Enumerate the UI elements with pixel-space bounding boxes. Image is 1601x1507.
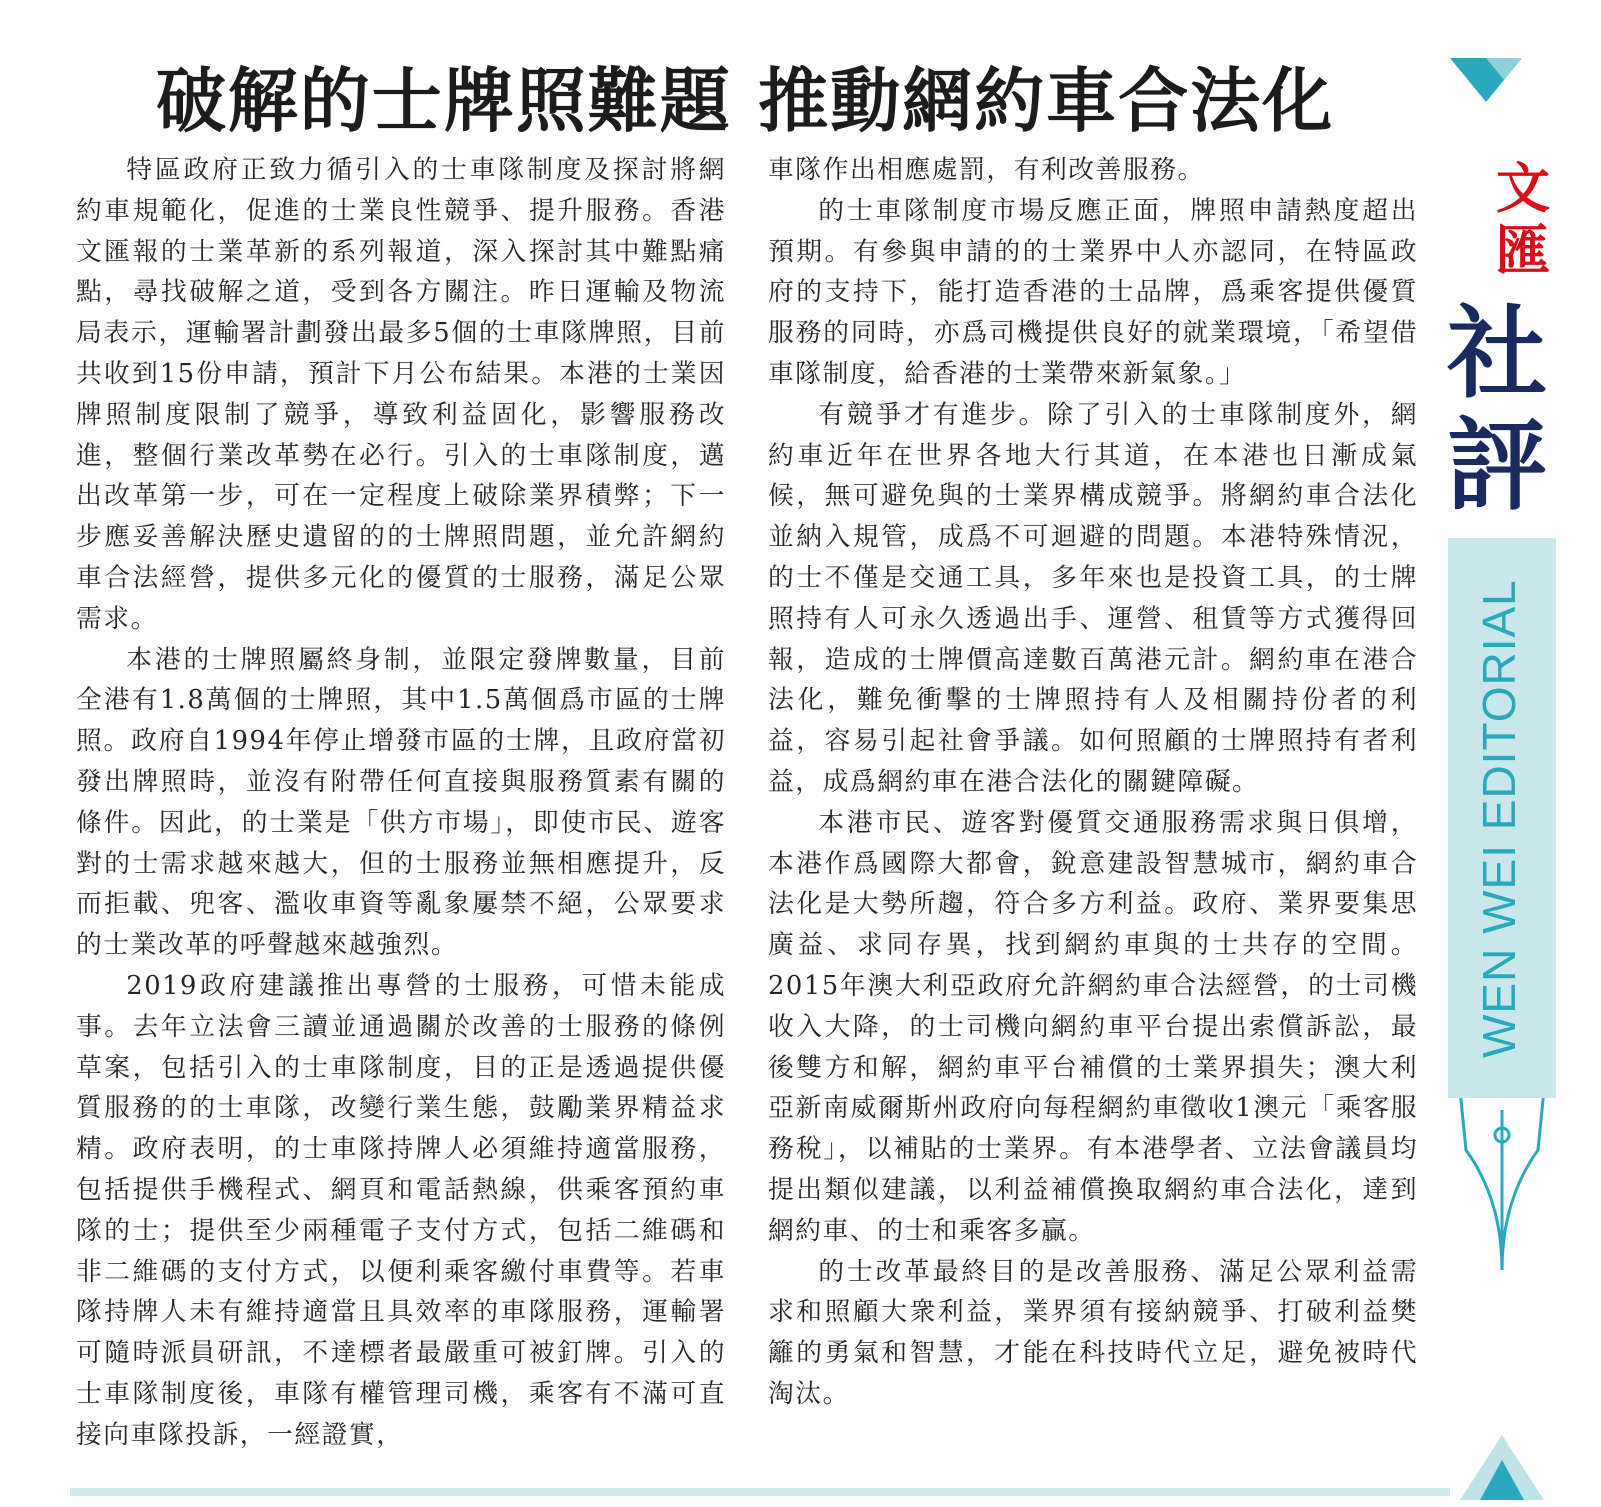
section-char: 評 [1447, 407, 1547, 524]
paragraph: 2019政府建議推出專營的士服務，可惜未能成事。去年立法會三讀並通過關於改善的士服務的條例草案，包括引入的士車隊制度，目的正是透過提供優質服務的的士車隊，改變行業生態，鼓勵業界精益求精。政府表明，的士車隊持牌人必須維持適當服務，包括提供手機程式、網頁和電話熱線，供乘客預約車隊的士；提供至少兩種電子支付方式，包括二維碼和非二維碼的支付方式，以便利乘客繳付車費等。若車隊持牌人未有維持適當且具效率的車隊服務，運輸署可隨時派員研訊，不達標者最嚴重可被釘牌。引入的士車隊制度後，車隊有權管理司機，乘客有不滿可直接向車隊投訴，一經證實， [76, 970, 726, 1450]
section-char: 社 [1447, 295, 1547, 412]
editorial-ribbon [1448, 538, 1556, 1098]
bottom-divider [70, 1488, 1450, 1496]
paragraph: 的士改革最終目的是改善服務、滿足公眾利益需求和照顧大衆利益，業界須有接納競爭、打破利益樊籬的勇氣和智慧，才能在科技時代立足，避免被時代淘汰。 [768, 1256, 1418, 1409]
brand-char: 匯 [1496, 219, 1550, 282]
brand-logo [1488, 158, 1558, 282]
section-title [1442, 295, 1552, 524]
editorial-masthead [1440, 40, 1600, 1507]
paragraph: 特區政府正致力循引入的士車隊制度及探討將網約車規範化，促進的士業良性競爭、提升服務。香港文匯報的士業革新的系列報道，深入探討其中難點痛點，尋找破解之道，受到各方關注。昨日運輸及物流局表示，運輸署計劃發出最多5個的士車隊牌照，目前共收到15份申請，預計下月公布結果。本港的士業因牌照制度限制了競爭，導致利益固化，影響服務改進，整個行業改革勢在必行。引入的士車隊制度，邁出改革第一步，可在一定程度上破除業界積弊；下一步應妥善解決歷史遺留的的士牌照問題，並允許網約車合法經營，提供多元化的優質的士服務，滿足公眾需求。 [76, 155, 726, 634]
brand-char: 文 [1496, 157, 1550, 220]
paragraph: 的士車隊制度市場反應正面，牌照申請熱度超出預期。有參與申請的的士業界中人亦認同，在特區政府的支持下，能打造香港的士品牌，爲乘客提供優質服務的同時，亦爲司機提供良好的就業環境，「希望借車隊制度，給香港的士業帶來新氣象。」 [768, 195, 1418, 389]
left-column [76, 150, 726, 1456]
paragraph: 本港的士牌照屬終身制，並限定發牌數量，目前全港有1.8萬個的士牌照，其中1.5萬個爲市區的士牌照。政府自1994年停止增發市區的士牌，且政府當初發出牌照時，並沒有附帶任何直接與服務質素有關的條件。因此，的士業是「供方市場」，即使市民、遊客對的士需求越來越大，但的士服務並無相應提升，反而拒載、兜客、濫收車資等亂象屢禁不絕，公眾要求的士業改革的呼聲越來越強烈。 [76, 644, 726, 961]
right-column [768, 150, 1418, 1415]
paragraph-continued: 車隊作出相應處罰，有利改善服務。 [768, 155, 1205, 185]
paragraph: 有競爭才有進步。除了引入的士車隊制度外，網約車近年在世界各地大行其道，在本港也日漸成氣候，無可避免與的士業界構成競爭。將網約車合法化並納入規管，成爲不可迴避的問題。本港特殊情況，的士不僅是交通工具，多年來也是投資工具，的士牌照持有人可永久透過出手、運營、租賃等方式獲得回報，造成的士牌價高達數百萬港元計。網約車在港合法化，難免衝擊的士牌照持有人及相關持份者的利益，容易引起社會爭議。如何照顧的士牌照持有者利益，成爲網約車在港合法化的關鍵障礙。 [768, 399, 1418, 797]
headline: 破解的士牌照難題 推動網約車合法化 [155, 60, 1335, 142]
editorial-english-label: WEN WEI EDITORIAL [1473, 579, 1525, 1058]
paragraph: 本港市民、遊客對優質交通服務需求與日俱增，本港作爲國際大都會，銳意建設智慧城市，網約車合法化是大勢所趨，符合多方利益。政府、業界要集思廣益、求同存異，找到網約車與的士共存的空間。2015年澳大利亞政府允許網約車合法經營，的士司機收入大降，的士司機向網約車平台提出索償訴訟，最後雙方和解，網約車平台補償的士業界損失；澳大利亞新南威爾斯州政府向每程網約車徵收1澳元「乘客服務稅」，以補貼的士業界。有本港學者、立法會議員均提出類似建議，以利益補償換取網約車合法化，達到網約車、的士和乘客多贏。 [768, 807, 1418, 1246]
